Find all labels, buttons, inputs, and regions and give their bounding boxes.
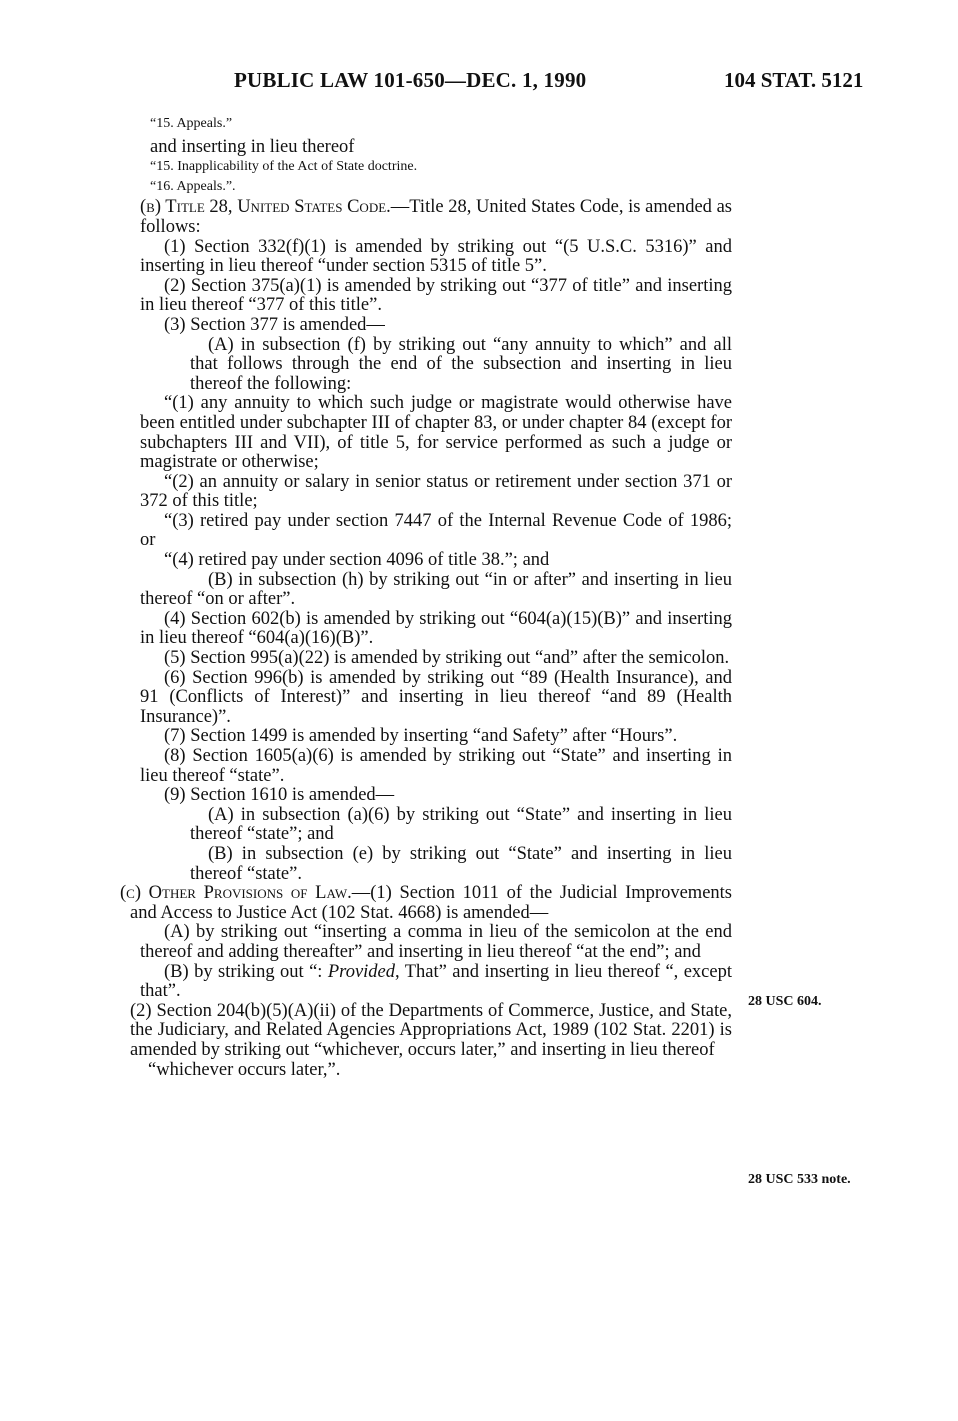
quoted-line: “16. Appeals.”. [150, 178, 236, 194]
paragraph-3: (3) Section 377 is amended— [164, 314, 385, 335]
paragraph-5: (5) Section 995(a)(22) is amended by striking out “and” after the semicolon. [164, 648, 730, 669]
instruction-line: and inserting in lieu thereof [150, 136, 355, 157]
page-number: 104 STAT. 5121 [724, 68, 864, 92]
quoted-line: “15. Inapplicability of the Act of State doctrine. [150, 159, 418, 175]
subsection-c-2: (2) Section 204(b)(5)(A)(ii) of the Departments of Commerce, Justice, and State, the Judiciary, and Related Agencies Appropriations Act, 1989 (102 Stat. 2201) is amended by striking out “whichever, occurs later,” and inserting in lieu thereof [130, 1000, 732, 1060]
page-header [0, 68, 958, 94]
subsection-c-B-text: (B) by striking out “: [164, 961, 328, 982]
paragraph-2: (2) Section 375(a)(1) is amended by striking out “377 of title” and inserting in lieu thereof “377 of this title”. [140, 275, 732, 316]
paragraph-6: (6) Section 996(b) is amended by striking out “89 (Health Insurance), and 91 (Conflicts of Interest)” and inserting in lieu thereof “and 89 (Health Insurance)”. [140, 667, 732, 727]
paragraph-3-B: (B) in subsection (h) by striking out “in or after” and inserting in lieu thereof “on or after”. [140, 569, 732, 610]
paragraph-8: (8) Section 1605(a)(6) is amended by striking out “State” and inserting in lieu thereof “state”. [140, 746, 732, 786]
paragraph-1: (1) Section 332(f)(1) is amended by striking out “(5 U.S.C. 5316)” and inserting in lieu thereof “under section 5315 of title 5”. [140, 236, 732, 277]
subsection-b [140, 198, 732, 237]
subsection-b-heading: (b) Title 28, United States Code. [140, 197, 391, 218]
quoted-line: “15. Appeals.” [150, 116, 233, 131]
quoted-clause-1: “(1) any annuity to which such judge or magistrate would otherwise have been entitled under subchapter III of chapter 83, or under chapter 84 (except for subchapters III and VII), of title 5, for service performed as such a judge or magistrate or otherwise; [140, 393, 732, 473]
paragraph-9: (9) Section 1610 is amended— [164, 785, 395, 806]
document-body [120, 114, 732, 1080]
subsection-c-B-text-end: , That” and inserting in lieu thereof “, except that”. [140, 961, 732, 1002]
subsection-c-text: —(1) Section 1011 of the Judicial Improvements and Access to Justice Act (102 Stat. 4668) is amended— [130, 883, 732, 923]
margin-note-533: 28 USC 533 note. [748, 1172, 851, 1187]
subsection-b-text: —Title 28, United States Code, is amended as follows: [140, 197, 732, 237]
quoted-clause-4: “(4) retired pay under section 4096 of title 38.”; and [164, 550, 550, 571]
quoted-clause-2: “(2) an annuity or salary in senior status or retirement under section 371 or 372 of this title; [140, 471, 732, 512]
paragraph-9-B: (B) in subsection (e) by striking out “State” and inserting in lieu thereof “state”. [190, 843, 732, 884]
paragraph-3-A: (A) in subsection (f) by striking out “any annuity to which” and all that follows through the end of the subsection and inserting in lieu thereof the following: [190, 334, 732, 394]
subsection-c-B [140, 963, 732, 1002]
paragraph-4: (4) Section 602(b) is amended by striking out “604(a)(15)(B)” and inserting in lieu thereof “604(a)(16)(B)”. [140, 608, 732, 649]
subsection-c-heading: (c) Other Provisions of Law. [120, 883, 352, 904]
paragraph-7: (7) Section 1499 is amended by inserting “and Safety” after “Hours”. [164, 726, 678, 747]
running-title: PUBLIC LAW 101-650—DEC. 1, 1990 [234, 68, 587, 92]
margin-note-604: 28 USC 604. [748, 994, 822, 1009]
subsection-c-2-end: “whichever occurs later,”. [148, 1059, 341, 1080]
subsection-c [120, 883, 732, 923]
paragraph-9-A: (A) in subsection (a)(6) by striking out “State” and inserting in lieu thereof “state”; and [190, 804, 732, 845]
quoted-clause-3: “(3) retired pay under section 7447 of the Internal Revenue Code of 1986; or [140, 510, 732, 551]
subsection-c-B-italic: Provided [327, 961, 396, 982]
subsection-c-A: (A) by striking out “inserting a comma in lieu of the semicolon at the end thereof and adding thereafter” and inserting in lieu thereof “at the end”; and [140, 922, 732, 962]
